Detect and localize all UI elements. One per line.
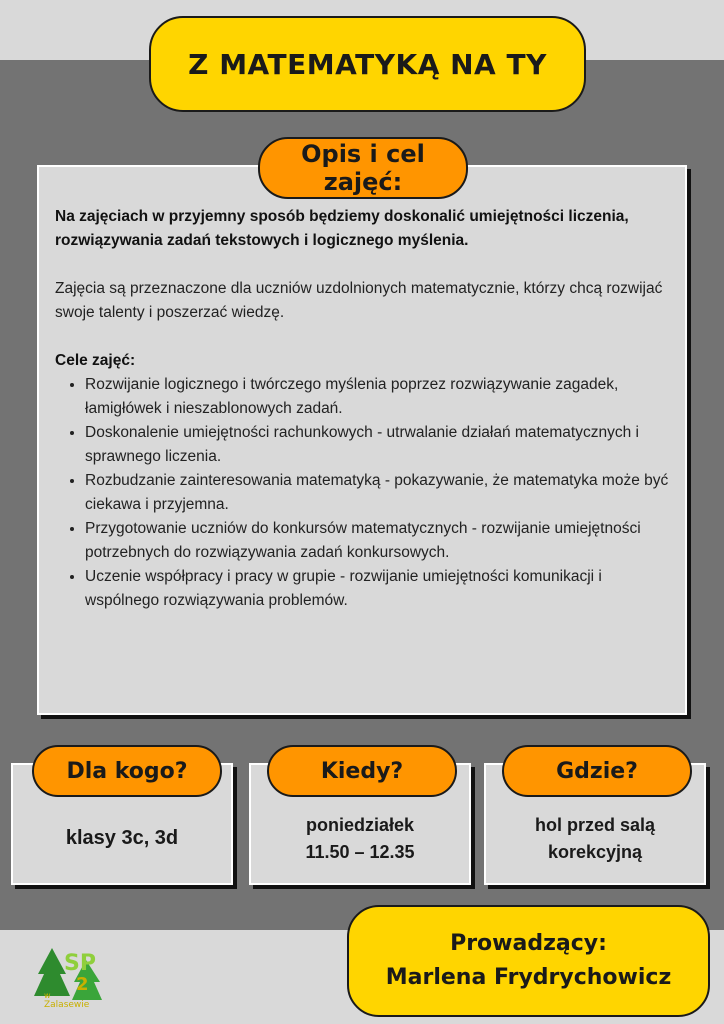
list-item: • Rozbudzanie zainteresowania matematyką - pokazywanie, że matematyka może być ciekawa i przyjemna. [85, 469, 680, 517]
logo-w-text: w [44, 991, 51, 1000]
list-item: • Doskonalenie umiejętności rachunkowych - utrwalanie działań matematycznych i sprawnego liczenia. [85, 421, 680, 469]
when-heading: Kiedy? [267, 745, 457, 797]
where-value [484, 812, 706, 866]
goals-list [55, 373, 680, 613]
where-heading: Gdzie? [502, 745, 692, 797]
when-value [249, 812, 471, 866]
page-title: Z MATEMATYKĄ NA TY [149, 16, 586, 112]
leader-name: Marlena Frydrychowicz [385, 965, 672, 990]
who-heading: Dla kogo? [32, 745, 222, 797]
where-line-1: hol przed salą [534, 815, 656, 835]
logo-place-text: Zalasewie [44, 1000, 90, 1010]
leader-box [347, 905, 710, 1017]
intro-text: Na zajęciach w przyjemny sposób będziemy doskonalić umiejętności liczenia, rozwiązywania zadań tekstowych i logicznego myślenia. [55, 208, 629, 249]
audience-text: Zajęcia są przeznaczone dla uczniów uzdolnionych matematycznie, którzy chcą rozwijać swoje talenty i poszerzać wiedzę. [55, 280, 663, 321]
description-heading: Opis i cel zajęć: [258, 137, 468, 199]
leader-label: Prowadzący: [450, 931, 607, 956]
description-body [55, 205, 680, 613]
logo-sp-text: SP [64, 951, 96, 976]
when-day: poniedziałek [305, 815, 415, 835]
school-logo-icon [30, 940, 110, 1010]
logo-number-text: 2 [76, 974, 89, 995]
when-time: 11.50 – 12.35 [305, 842, 415, 862]
list-item: • Uczenie współpracy i pracy w grupie - rozwijanie umiejętności komunikacji i wspólnego rozwiązywania problemów. [85, 565, 680, 613]
list-item: • Przygotowanie uczniów do konkursów matematycznych - rozwijanie umiejętności potrzebnych do rozwiązywania zadań konkursowych. [85, 517, 680, 565]
list-item: • Rozwijanie logicznego i twórczego myślenia poprzez rozwiązywanie zagadek, łamigłówek i nieszablonowych zadań. [85, 373, 680, 421]
goals-label: Cele zajęć: [55, 352, 136, 369]
where-line-2: korekcyjną [547, 842, 643, 862]
who-value: klasy 3c, 3d [65, 827, 179, 849]
